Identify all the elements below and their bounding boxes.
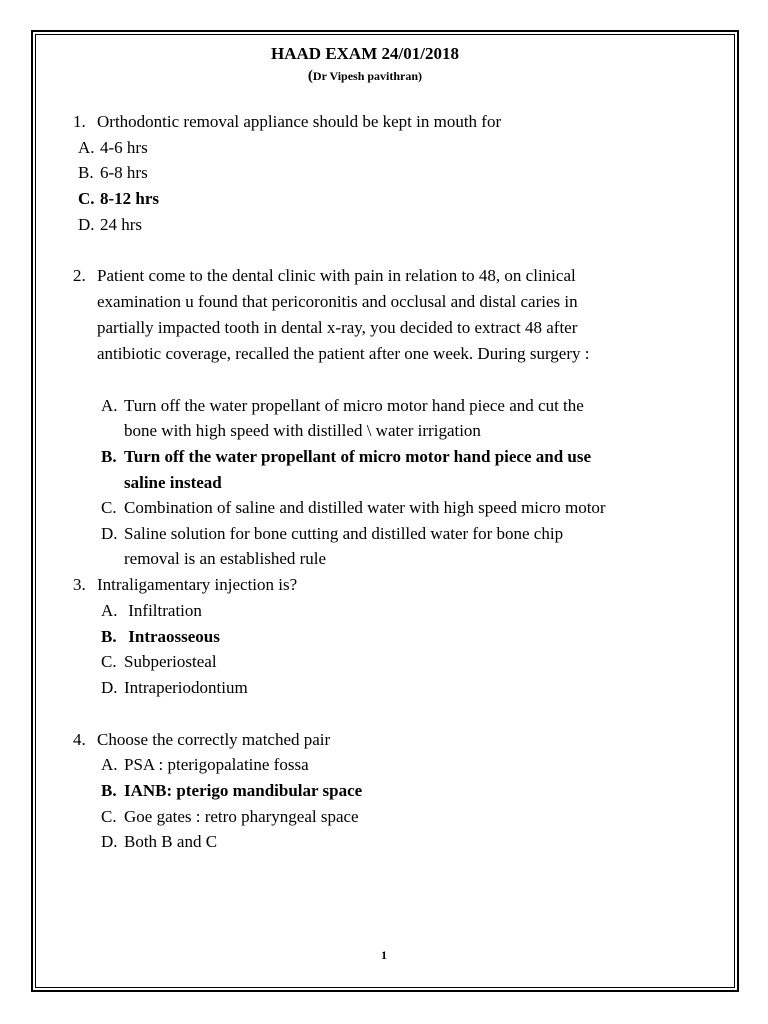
- option-text: Saline solution for bone cutting and distilled water for bone chip: [124, 524, 564, 543]
- question-3: [73, 575, 297, 595]
- question-text: Choose the correctly matched pair: [97, 730, 331, 749]
- option-label: A.: [78, 138, 95, 157]
- option-label: C.: [101, 652, 117, 671]
- option-label: A.: [101, 755, 118, 774]
- option-label: B.: [78, 163, 94, 182]
- option-4c: [101, 807, 359, 827]
- question-2-line-4: antibiotic coverage, recalled the patient after one week. During surgery :: [97, 344, 590, 363]
- option-1d: [78, 215, 142, 235]
- option-text: Goe gates : retro pharyngeal space: [124, 807, 359, 826]
- option-text: 24 hrs: [100, 215, 143, 234]
- option-text: Intraperiodontium: [124, 678, 248, 697]
- option-text: 6-8 hrs: [100, 163, 148, 182]
- option-2b-line-2: saline instead: [124, 473, 222, 492]
- option-text: Turn off the water propellant of micro motor hand piece and cut the: [124, 396, 584, 415]
- option-text: Both B and C: [124, 832, 218, 851]
- subtitle-paren: (: [307, 68, 313, 84]
- option-text: Intraosseous: [124, 627, 220, 646]
- option-text: 4-6 hrs: [100, 138, 148, 157]
- option-label: D.: [101, 678, 118, 697]
- question-1: [73, 112, 501, 132]
- option-2b-answer: [101, 447, 591, 467]
- question-text: Intraligamentary injection is?: [97, 575, 298, 594]
- option-1a: [78, 138, 148, 158]
- option-3a: [101, 601, 202, 621]
- question-number: 4.: [73, 730, 86, 749]
- question-number: 3.: [73, 575, 86, 594]
- option-2d: [101, 524, 563, 544]
- option-1c-answer: [78, 189, 159, 209]
- document-subtitle: [0, 68, 730, 85]
- option-text: 8-12 hrs: [100, 189, 160, 208]
- page-number: 1: [381, 948, 387, 962]
- option-text: IANB: pterigo mandibular space: [124, 781, 363, 800]
- option-4d: [101, 832, 217, 852]
- option-4b-answer: [101, 781, 362, 801]
- option-3b-answer: [101, 627, 220, 647]
- option-3d: [101, 678, 248, 698]
- option-text: Combination of saline and distilled water with high speed micro motor: [124, 498, 606, 517]
- question-4: [73, 730, 330, 750]
- question-2-line-3: partially impacted tooth in dental x-ray, you decided to extract 48 after: [97, 318, 578, 337]
- question-2: [73, 266, 576, 286]
- option-text: Turn off the water propellant of micro motor hand piece and use: [124, 447, 592, 466]
- option-label: B.: [101, 627, 117, 646]
- option-label: C.: [78, 189, 95, 208]
- option-text: Subperiosteal: [124, 652, 217, 671]
- option-2a: [101, 396, 584, 416]
- option-2c: [101, 498, 606, 518]
- option-1b: [78, 163, 148, 183]
- option-label: C.: [101, 498, 117, 517]
- option-label: D.: [101, 832, 118, 851]
- option-4a: [101, 755, 309, 775]
- option-label: A.: [101, 396, 118, 415]
- question-number: 1.: [73, 112, 86, 131]
- option-2d-line-2: removal is an established rule: [124, 549, 327, 568]
- question-text: Orthodontic removal appliance should be kept in mouth for: [97, 112, 502, 131]
- option-label: A.: [101, 601, 118, 620]
- option-label: B.: [101, 781, 117, 800]
- option-text: Infiltration: [124, 601, 202, 620]
- option-3c: [101, 652, 217, 672]
- option-label: D.: [78, 215, 95, 234]
- option-label: D.: [101, 524, 118, 543]
- question-2-line-2: examination u found that pericoronitis and occlusal and distal caries in: [97, 292, 578, 311]
- option-text: PSA : pterigopalatine fossa: [124, 755, 309, 774]
- option-label: C.: [101, 807, 117, 826]
- question-number: 2.: [73, 266, 86, 285]
- option-2a-line-2: bone with high speed with distilled \ water irrigation: [124, 421, 481, 440]
- document-title: HAAD EXAM 24/01/2018: [271, 44, 459, 63]
- author-name: Dr Vipesh pavithran): [312, 69, 423, 83]
- option-label: B.: [101, 447, 117, 466]
- question-text-line: Patient come to the dental clinic with pain in relation to 48, on clinical: [97, 266, 576, 285]
